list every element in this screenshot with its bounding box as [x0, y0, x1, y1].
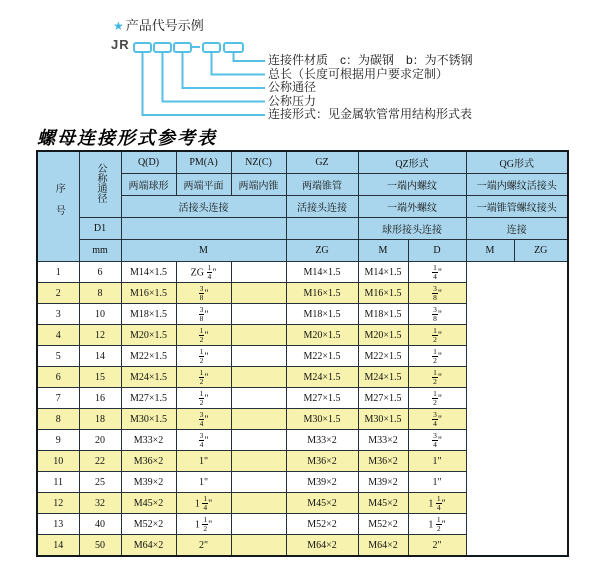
cell-m: M18×1.5: [121, 304, 176, 325]
cell-qz_d: M39×2: [286, 472, 358, 493]
cell-qg_m: M18×1.5: [358, 304, 408, 325]
cell-qz_m: [231, 430, 286, 451]
callout-label: 连接形式：见金属软管常用结构形式表: [268, 107, 473, 121]
product-code-diagram: [0, 0, 600, 125]
cell-gz: $\frac{1}{2}$ ": [176, 367, 231, 388]
table-title: 螺母连接形式参考表: [37, 128, 217, 148]
callout-labels: [268, 54, 473, 122]
cell-qg_m: M24×1.5: [358, 367, 408, 388]
cell-qz_d: M14×1.5: [286, 262, 358, 283]
cell-gz: ZG $\frac{1}{4}$ ": [176, 262, 231, 283]
table-row: [37, 472, 568, 493]
cell-no: 7: [37, 388, 79, 409]
code-dash: [191, 46, 200, 48]
cell-m: M36×2: [121, 451, 176, 472]
cell-mm: 40: [79, 514, 121, 535]
header-desc: 两端球形: [121, 174, 176, 196]
cell-no: 9: [37, 430, 79, 451]
cell-qg_m: M30×1.5: [358, 409, 408, 430]
cell-qz_d: M36×2: [286, 451, 358, 472]
cell-mm: 50: [79, 535, 121, 557]
cell-mm: 15: [79, 367, 121, 388]
header-gongchengtongjing: 公称通径: [79, 151, 121, 218]
callout-label: 公称通径: [268, 80, 317, 94]
cell-qg_zg: $\frac{3}{4}$ ": [408, 409, 466, 430]
cell-m: M27×1.5: [121, 388, 176, 409]
cell-qg_zg: $\frac{3}{8}$ ": [408, 304, 466, 325]
header-desc: 两端平面: [176, 174, 231, 196]
header-group-gz: GZ: [286, 151, 358, 174]
code-box: [223, 42, 244, 53]
header-unit: M: [121, 240, 286, 262]
code-box: [202, 42, 221, 53]
cell-qz_d: M33×2: [286, 430, 358, 451]
cell-qg_zg: $\frac{1}{2}$ ": [408, 388, 466, 409]
header-group-qg: QG形式: [466, 151, 568, 174]
cell-qg_m: M14×1.5: [358, 262, 408, 283]
code-prefix: JR: [111, 37, 130, 52]
cell-qz_d: M20×1.5: [286, 325, 358, 346]
cell-qg_m: M52×2: [358, 514, 408, 535]
table-row: [37, 514, 568, 535]
code-box: [133, 42, 152, 53]
header-unit: M: [466, 240, 514, 262]
cell-qg_zg: $\frac{3}{8}$ ": [408, 283, 466, 304]
cell-gz: $\frac{1}{2}$ ": [176, 346, 231, 367]
cell-qg_m: M27×1.5: [358, 388, 408, 409]
cell-mm: 32: [79, 493, 121, 514]
cell-mm: 20: [79, 430, 121, 451]
cell-qg_zg: 1 $\frac{1}{2}$ ": [408, 514, 466, 535]
table-row: [37, 346, 568, 367]
header-unit: D: [408, 240, 466, 262]
cell-qz_m: [231, 514, 286, 535]
cell-qz_m: [231, 472, 286, 493]
cell-qg_zg: $\frac{1}{2}$ ": [408, 367, 466, 388]
cell-m: M52×2: [121, 514, 176, 535]
table-header: [37, 151, 568, 262]
cell-mm: 14: [79, 346, 121, 367]
callout-label: 连接件材质 c：为碳钢 b：为不锈钢: [268, 53, 473, 67]
cell-mm: 10: [79, 304, 121, 325]
cell-qg_m: M22×1.5: [358, 346, 408, 367]
cell-qz_m: [231, 304, 286, 325]
cell-qg_m: M64×2: [358, 535, 408, 557]
header-empty: [286, 218, 358, 240]
cell-qz_d: M24×1.5: [286, 367, 358, 388]
cell-m: M45×2: [121, 493, 176, 514]
diagram-title: [113, 15, 204, 34]
header-desc: 一端内螺纹: [358, 174, 466, 196]
cell-qz_d: M64×2: [286, 535, 358, 557]
cell-qz_d: M27×1.5: [286, 388, 358, 409]
header-desc: 两端内锥: [231, 174, 286, 196]
header-mm: mm: [79, 240, 121, 262]
cell-qz_d: M45×2: [286, 493, 358, 514]
cell-no: 6: [37, 367, 79, 388]
table-row: [37, 283, 568, 304]
callout-label: 总长（长度可根据用户要求定制）: [268, 66, 449, 81]
header-empty: [121, 218, 286, 240]
cell-qg_zg: $\frac{1}{4}$ ": [408, 262, 466, 283]
cell-qz_m: [231, 262, 286, 283]
header-desc: 一端外螺纹: [358, 196, 466, 218]
table-row: [37, 409, 568, 430]
cell-no: 8: [37, 409, 79, 430]
cell-qg_m: M39×2: [358, 472, 408, 493]
cell-qg_zg: 1 $\frac{1}{4}$ ": [408, 493, 466, 514]
cell-qz_d: M52×2: [286, 514, 358, 535]
table-row: [37, 304, 568, 325]
cell-mm: 12: [79, 325, 121, 346]
header-unit: ZG: [514, 240, 568, 262]
table-body: [37, 262, 568, 557]
cell-qz_m: [231, 535, 286, 557]
table-row: [37, 535, 568, 557]
cell-gz: $\frac{3}{8}$ ": [176, 304, 231, 325]
header-group-qd: Q(D): [121, 151, 176, 174]
cell-mm: 25: [79, 472, 121, 493]
cell-gz: $\frac{3}{4}$ ": [176, 409, 231, 430]
cell-qg_zg: 1": [408, 472, 466, 493]
cell-qz_m: [231, 388, 286, 409]
cell-gz: $\frac{1}{2}$ ": [176, 325, 231, 346]
header-unit: ZG: [286, 240, 358, 262]
table-row: [37, 451, 568, 472]
cell-m: M39×2: [121, 472, 176, 493]
cell-qz_d: M18×1.5: [286, 304, 358, 325]
table-row: [37, 493, 568, 514]
cell-no: 1: [37, 262, 79, 283]
cell-m: M20×1.5: [121, 325, 176, 346]
cell-m: M14×1.5: [121, 262, 176, 283]
cell-no: 11: [37, 472, 79, 493]
header-group-pma: PM(A): [176, 151, 231, 174]
cell-no: 10: [37, 451, 79, 472]
cell-qg_zg: $\frac{1}{2}$ ": [408, 346, 466, 367]
cell-qg_zg: 2": [408, 535, 466, 557]
cell-qz_m: [231, 325, 286, 346]
cell-m: M22×1.5: [121, 346, 176, 367]
cell-gz: 2": [176, 535, 231, 557]
cell-qz_m: [231, 493, 286, 514]
cell-mm: 8: [79, 283, 121, 304]
cell-qz_d: M16×1.5: [286, 283, 358, 304]
header-desc: 两端锥管: [286, 174, 358, 196]
callout-label: 公称压力: [268, 93, 317, 108]
header-group-qz: QZ形式: [358, 151, 466, 174]
cell-qz_m: [231, 283, 286, 304]
star-icon: ★: [113, 19, 124, 33]
code-box: [173, 42, 192, 53]
cell-qg_zg: $\frac{3}{4}$ ": [408, 430, 466, 451]
cell-gz: 1": [176, 451, 231, 472]
cell-mm: 6: [79, 262, 121, 283]
header-desc: 活接头连接: [121, 196, 286, 218]
table-row: [37, 325, 568, 346]
cell-qg_zg: 1": [408, 451, 466, 472]
header-desc: 一端内螺纹活接头: [466, 174, 568, 196]
code-box: [153, 42, 172, 53]
cell-qz_m: [231, 346, 286, 367]
header-desc: 连接: [466, 218, 568, 240]
header-desc: 一端锥管螺纹接头: [466, 196, 568, 218]
diagram-title-text: 产品代号示例: [125, 18, 204, 33]
header-unit: M: [358, 240, 408, 262]
cell-m: M33×2: [121, 430, 176, 451]
table-row: [37, 262, 568, 283]
cell-qg_zg: $\frac{1}{2}$ ": [408, 325, 466, 346]
cell-mm: 18: [79, 409, 121, 430]
cell-qg_m: M33×2: [358, 430, 408, 451]
header-group-nzc: NZ(C): [231, 151, 286, 174]
cell-qz_m: [231, 451, 286, 472]
cell-gz: 1 $\frac{1}{4}$ ": [176, 493, 231, 514]
cell-no: 12: [37, 493, 79, 514]
cell-qz_m: [231, 367, 286, 388]
cell-no: 4: [37, 325, 79, 346]
cell-m: M24×1.5: [121, 367, 176, 388]
cell-qz_d: M22×1.5: [286, 346, 358, 367]
cell-qz_m: [231, 409, 286, 430]
cell-m: M16×1.5: [121, 283, 176, 304]
table-row: [37, 367, 568, 388]
cell-no: 2: [37, 283, 79, 304]
table-row: [37, 388, 568, 409]
cell-qg_m: M20×1.5: [358, 325, 408, 346]
header-desc: 球形接头连接: [358, 218, 466, 240]
cell-qg_m: M45×2: [358, 493, 408, 514]
cell-m: M64×2: [121, 535, 176, 557]
header-d1: D1: [79, 218, 121, 240]
cell-m: M30×1.5: [121, 409, 176, 430]
cell-gz: $\frac{1}{2}$ ": [176, 388, 231, 409]
cell-gz: $\frac{3}{8}$ ": [176, 283, 231, 304]
cell-qg_m: M16×1.5: [358, 283, 408, 304]
cell-no: 5: [37, 346, 79, 367]
cell-qz_d: M30×1.5: [286, 409, 358, 430]
cell-gz: $\frac{3}{4}$ ": [176, 430, 231, 451]
cell-mm: 22: [79, 451, 121, 472]
cell-no: 13: [37, 514, 79, 535]
header-xuhao: 序号: [37, 151, 79, 262]
cell-qg_m: M36×2: [358, 451, 408, 472]
header-desc: 活接头连接: [286, 196, 358, 218]
cell-no: 3: [37, 304, 79, 325]
cell-gz: 1": [176, 472, 231, 493]
cell-no: 14: [37, 535, 79, 557]
table-row: [37, 430, 568, 451]
cell-mm: 16: [79, 388, 121, 409]
cell-gz: 1 $\frac{1}{2}$ ": [176, 514, 231, 535]
nut-connection-table: [36, 150, 569, 557]
